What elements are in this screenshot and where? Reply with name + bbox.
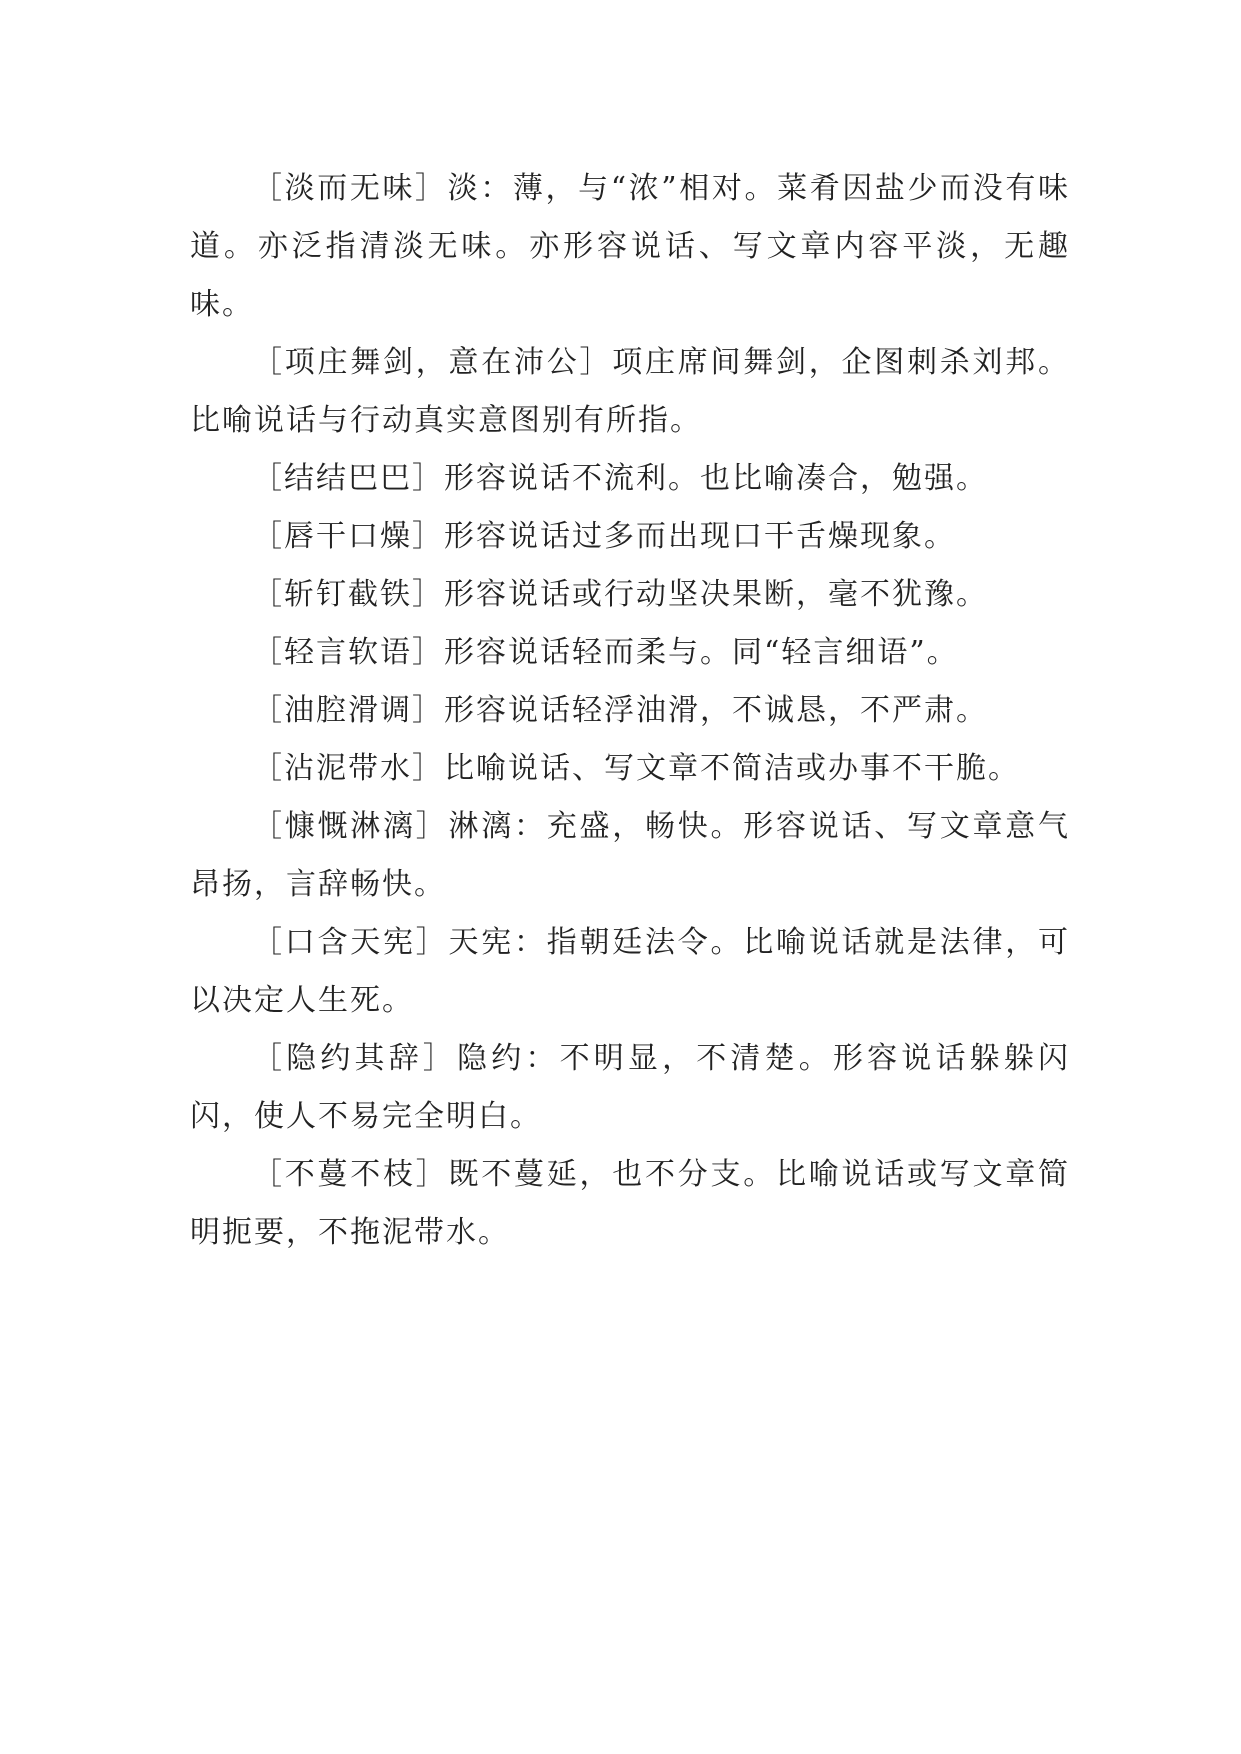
entry-paragraph: ［慷慨淋漓］淋漓：充盛，畅快。形容说话、写文章意气昂扬，言辞畅快。: [190, 809, 1070, 902]
entry-paragraph: ［项庄舞剑，意在沛公］项庄席间舞剑，企图刺杀刘邦。比喻说话与行动真实意图别有所指。: [190, 345, 1070, 438]
entry-paragraph: ［沾泥带水］比喻说话、写文章不简洁或办事不干脆。: [252, 751, 1020, 786]
entry-paragraph: ［油腔滑调］形容说话轻浮油滑，不诚恳，不严肃。: [252, 693, 988, 728]
entry-paragraph: ［不蔓不枝］既不蔓延，也不分支。比喻说话或写文章简明扼要，不拖泥带水。: [190, 1157, 1070, 1250]
entry-paragraph: ［隐约其辞］隐约：不明显，不清楚。形容说话躲躲闪闪，使人不易完全明白。: [190, 1041, 1070, 1134]
entry-paragraph: ［斩钉截铁］形容说话或行动坚决果断，毫不犹豫。: [252, 577, 988, 612]
entry-paragraph: ［轻言软语］形容说话轻而柔与。同“轻言细语”。: [252, 635, 959, 670]
entry-paragraph: ［结结巴巴］形容说话不流利。也比喻凑合，勉强。: [252, 461, 988, 496]
entry-paragraph: ［淡而无味］淡：薄，与“浓”相对。菜肴因盐少而没有味道。亦泛指清淡无味。亦形容说话、写文章内容平淡，无趣味。: [190, 171, 1070, 322]
document-body: [190, 160, 1070, 1262]
entry-paragraph: ［口含天宪］天宪：指朝廷法令。比喻说话就是法律，可以决定人生死。: [190, 925, 1070, 1018]
entry-paragraph: ［唇干口燥］形容说话过多而出现口干舌燥现象。: [252, 519, 956, 554]
